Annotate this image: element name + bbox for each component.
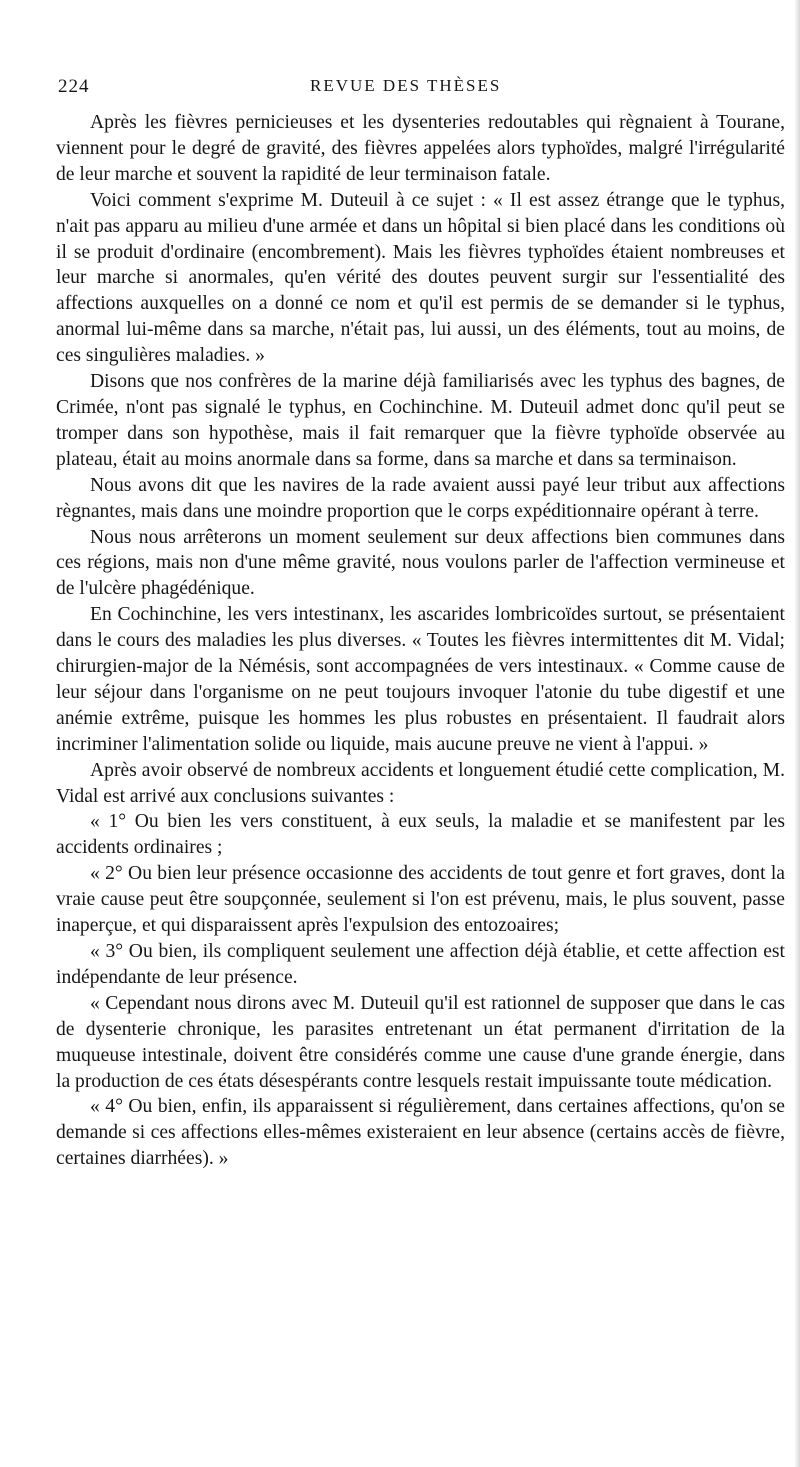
page-number: 224	[58, 76, 90, 97]
running-title: REVUE DES THÈSES	[310, 76, 502, 95]
page-header	[58, 72, 782, 106]
paragraph-dysentery: « Cependant nous dirons avec M. Duteuil qu'il est rationnel de supposer que dans le cas de dysenterie chronique, les parasites entretenant un état permanent d'irritation de la muqueuse intestinale, doivent être considérés comme une cause d'une grande énergie, dans la production de ces états désespérants contre lesquels restait impuissante toute médication.	[56, 992, 785, 1092]
body-text	[56, 110, 785, 1172]
paragraph-ships: Nous avons dit que les navires de la rade avaient aussi payé leur tribut aux affections règnantes, mais dans une moindre proportion que le corps expéditionnaire opérant à terre.	[56, 474, 785, 522]
conclusion-item-1: « 1° Ou bien les vers constituent, à eux seuls, la maladie et se manifestent par les accidents ordinaires ;	[56, 811, 785, 859]
conclusion-item-4: « 4° Ou bien, enfin, ils apparaissent si régulièrement, dans certaines affections, qu'on se demande si ces affections elles-mêmes existeraient en leur absence (certains accès de fièvre, certaines diarrhées). »	[56, 1096, 785, 1170]
paragraph-duteuil-quote: Voici comment s'exprime M. Duteuil à ce sujet : « Il est assez étrange que le typhus, n'ait pas apparu au milieu d'une armée et dans un hôpital si bien placé dans les conditions où il se produit d'ordinaire (encombrement). Mais les fièvres typhoïdes étaient nombreuses et leur marche si anormales, qu'en vérité des doutes peuvent surgir sur l'essentialité des affections auxquelles on a donné ce nom et qu'il est permis de se demander si le typhus, anormal lui-même dans sa marche, n'était pas, lui aussi, un des éléments, tout au moins, de ces singulières maladies. »	[56, 189, 785, 367]
conclusion-item-3: « 3° Ou bien, ils compliquent seulement une affection déjà établie, et cette affection est indépendante de leur présence.	[56, 941, 785, 988]
paragraph-fevers: Après les fièvres pernicieuses et les dysenteries redoutables qui règnaient à Tourane, viennent pour le degré de gravité, des fièvres appelées alors typhoïdes, malgré l'irrégularité de leur marche et souvent la rapidité de leur terminaison fatale.	[56, 112, 785, 185]
paragraph-worms: En Cochinchine, les vers intestinanx, les ascarides lombricoïdes surtout, se présentaient dans le cours des maladies les plus diverses. « Toutes les fièvres intermittentes dit M. Vidal; chirurgien-major de la Némésis, sont accompagnées de vers intestinaux. « Comme cause de leur séjour dans l'organisme on ne peut toujours invoquer l'atonie du tube digestif et une anémie extrême, puisque les hommes les plus robustes en présentaient. Il faudrait alors incriminer l'alimentation solide ou liquide, mais aucune preuve ne vient à l'appui. »	[56, 604, 785, 755]
paragraph-two-affections: Nous nous arrêterons un moment seulement sur deux affections bien communes dans ces régions, mais non d'une même gravité, nous voulons parler de l'affection vermineuse et de l'ulcère phagédénique.	[56, 526, 785, 600]
paragraph-vidal-conclusions: Après avoir observé de nombreux accidents et longuement étudié cette complication, M. Vidal est arrivé aux conclusions suivantes :	[56, 759, 785, 807]
conclusion-item-2: « 2° Ou bien leur présence occasionne des accidents de tout genre et fort graves, dont la vraie cause peut être soupçonnée, seulement si l'on est prévenu, mais, le plus souvent, passe inaperçue, et qui disparaissent après l'expulsion des entozoaires;	[56, 863, 785, 937]
paragraph-typhus: Disons que nos confrères de la marine déjà familiarisés avec les typhus des bagnes, de Crimée, n'ont pas signalé le typhus, en Cochinchine. M. Duteuil admet donc qu'il peut se tromper dans son hypothèse, mais il fait remarquer que la fièvre typhoïde observée au plateau, était au moins anormale dans sa forme, dans sa marche et dans sa terminaison.	[56, 371, 785, 470]
page-edge-shadow	[794, 0, 800, 1467]
